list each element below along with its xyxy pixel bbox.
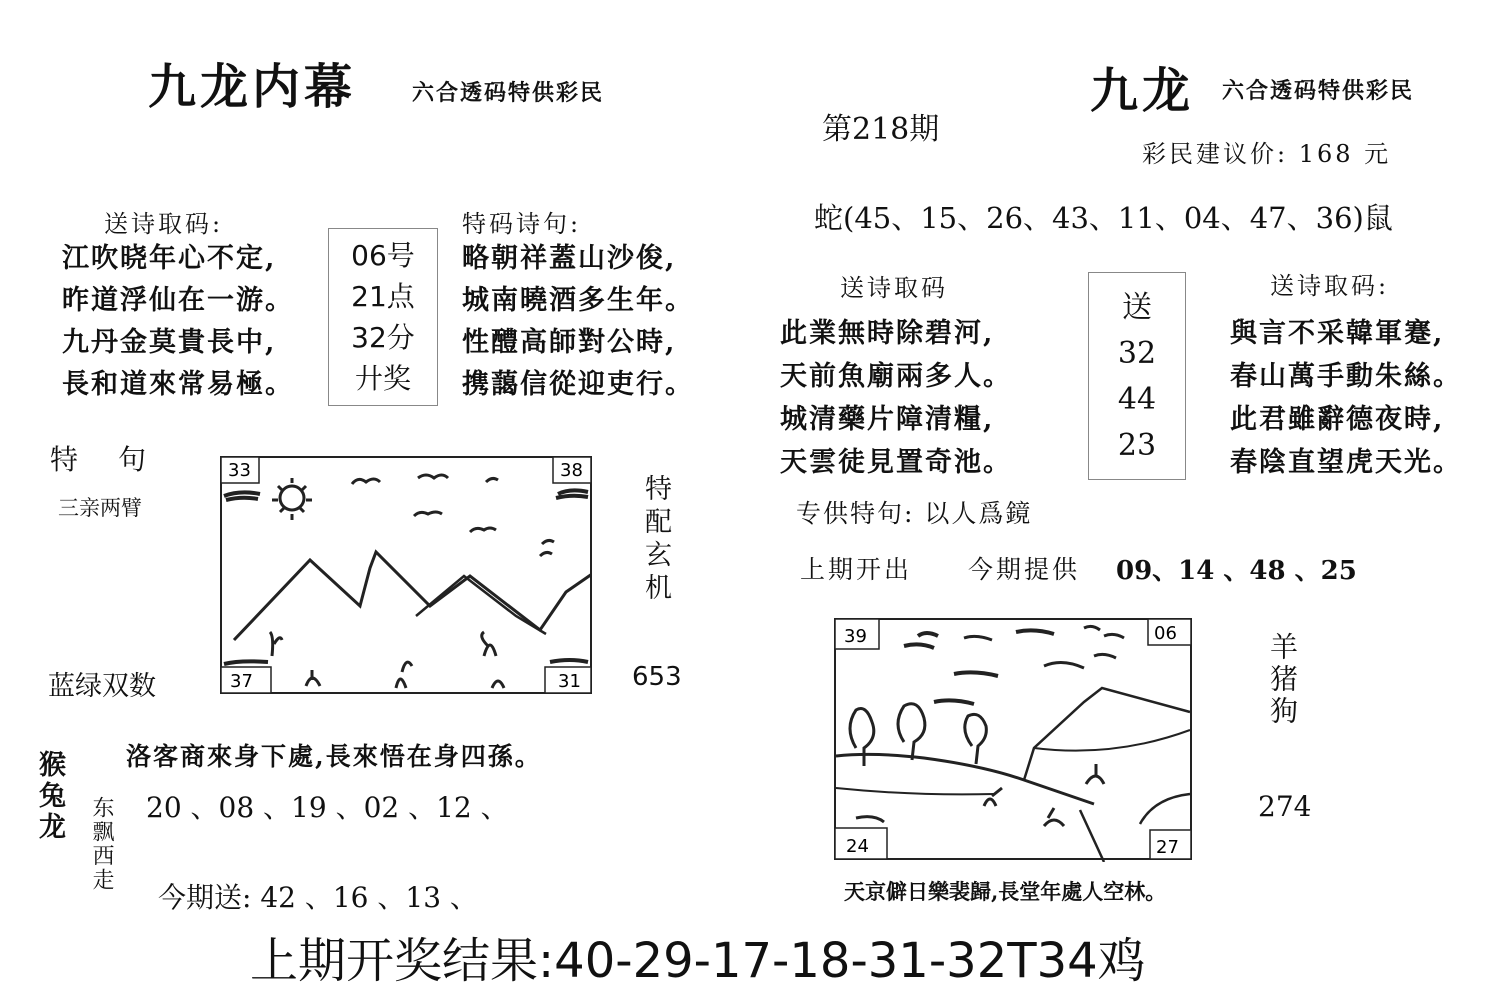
poem-line: 略朝祥蓋山沙俊, bbox=[462, 243, 677, 274]
box-line: 06号 bbox=[351, 239, 415, 272]
right-last-issue-label: 上期开出 bbox=[800, 555, 913, 584]
left-color-label: 蓝绿双数 bbox=[48, 671, 156, 702]
issue-number: 第218期 bbox=[822, 112, 940, 147]
box-line: 送 bbox=[1122, 290, 1152, 325]
poem-line: 春陰直望虎天光。 bbox=[1230, 447, 1462, 478]
right-center-box bbox=[1088, 272, 1186, 480]
picture-number: 31 bbox=[558, 671, 581, 692]
box-line: 23 bbox=[1117, 428, 1157, 463]
picture-number: 37 bbox=[230, 671, 253, 692]
right-hint-number: 274 bbox=[1258, 790, 1312, 823]
left-middle-box bbox=[328, 228, 438, 406]
right-subtitle: 六合透码特供彩民 bbox=[1222, 78, 1415, 104]
left-numbers-line: 20 、08 、19 、02 、12 、 bbox=[146, 791, 509, 824]
left-special-poem-label: 特码诗句: bbox=[462, 210, 582, 238]
poem-line: 城清藥片障清糧, bbox=[780, 404, 995, 435]
poem-line: 天雲徒見置奇池。 bbox=[780, 447, 1012, 478]
picture-number: 33 bbox=[228, 460, 251, 481]
picture-number: 06 bbox=[1154, 623, 1177, 644]
poem-line: 携藹信從迎吏行。 bbox=[462, 369, 694, 400]
poem-line: 性醴高師對公時, bbox=[462, 327, 677, 358]
left-hint-number: 653 bbox=[632, 662, 682, 692]
poem-line: 天前魚廟兩多人。 bbox=[780, 361, 1012, 392]
picture-number: 27 bbox=[1156, 837, 1179, 858]
suggested-price: 彩民建议价: 168 元 bbox=[1142, 140, 1392, 168]
right-send-poem-right bbox=[1230, 312, 1462, 484]
left-send-poem bbox=[62, 238, 294, 406]
left-special-poem bbox=[462, 238, 694, 406]
poem-line: 江吹晓年心不定, bbox=[62, 243, 277, 274]
left-zodiac-vertical: 猴兔龙 bbox=[34, 750, 65, 843]
left-title: 九龙内幕 bbox=[148, 59, 357, 115]
picture-number: 38 bbox=[560, 460, 583, 481]
box-line: 廾奖 bbox=[354, 362, 411, 395]
right-title: 九龙 bbox=[1090, 63, 1195, 119]
right-vertical-zodiac: 羊猪狗 bbox=[1266, 632, 1299, 728]
right-send-poem-left bbox=[780, 312, 1012, 484]
left-special-sentence-label: 特 句 bbox=[50, 443, 153, 476]
right-this-issue-label: 今期提供 bbox=[968, 555, 1081, 584]
left-riddle-picture bbox=[220, 456, 592, 694]
box-line: 21点 bbox=[351, 280, 415, 313]
right-special-line: 专供特句: 以人爲鏡 bbox=[796, 499, 1033, 528]
left-send-poem-label: 送诗取码: bbox=[104, 210, 224, 238]
left-vertical-hint: 特配玄机 bbox=[640, 474, 671, 606]
poem-line: 城南曉酒多生年。 bbox=[462, 285, 694, 316]
box-line: 32 bbox=[1117, 336, 1157, 371]
last-result-footer: 上期开奖结果:40-29-17-18-31-32T34鸡 bbox=[250, 933, 1146, 989]
left-subtitle: 六合透码特供彩民 bbox=[412, 80, 605, 106]
left-this-issue: 今期送: 42 、16 、13 、 bbox=[158, 881, 478, 914]
right-this-issue-numbers: 09、14 、48 、25 bbox=[1116, 556, 1357, 586]
poem-line: 與言不采韓軍蹇, bbox=[1230, 318, 1445, 349]
right-send-poem-label-left: 送诗取码 bbox=[840, 274, 948, 302]
poem-line: 長和道來常易極。 bbox=[62, 369, 294, 400]
left-special-sentence: 三亲两臂 bbox=[58, 496, 142, 520]
left-verse: 洛客商來身下處,長來悟在身四孫。 bbox=[126, 742, 542, 771]
picture-number: 24 bbox=[846, 836, 869, 857]
right-verse: 天京僻日樂裴歸,長堂年處人空林。 bbox=[844, 879, 1167, 904]
left-direction-vertical: 东飘西走 bbox=[89, 796, 114, 892]
box-line: 32分 bbox=[351, 321, 415, 354]
poem-line: 此君雖辭德夜時, bbox=[1230, 404, 1445, 435]
poem-line: 此業無時除碧河, bbox=[780, 318, 995, 349]
poem-line: 春山萬手動朱絲。 bbox=[1230, 361, 1462, 392]
zodiac-numbers: 蛇(45、15、26、43、11、04、47、36)鼠 bbox=[814, 201, 1393, 235]
box-line: 44 bbox=[1117, 382, 1157, 417]
picture-number: 39 bbox=[844, 626, 867, 647]
poem-line: 昨道浮仙在一游。 bbox=[62, 285, 294, 316]
right-riddle-picture bbox=[834, 618, 1192, 862]
poem-line: 九丹金莫貴長中, bbox=[62, 327, 277, 358]
right-send-poem-label-right: 送诗取码: bbox=[1270, 272, 1390, 300]
